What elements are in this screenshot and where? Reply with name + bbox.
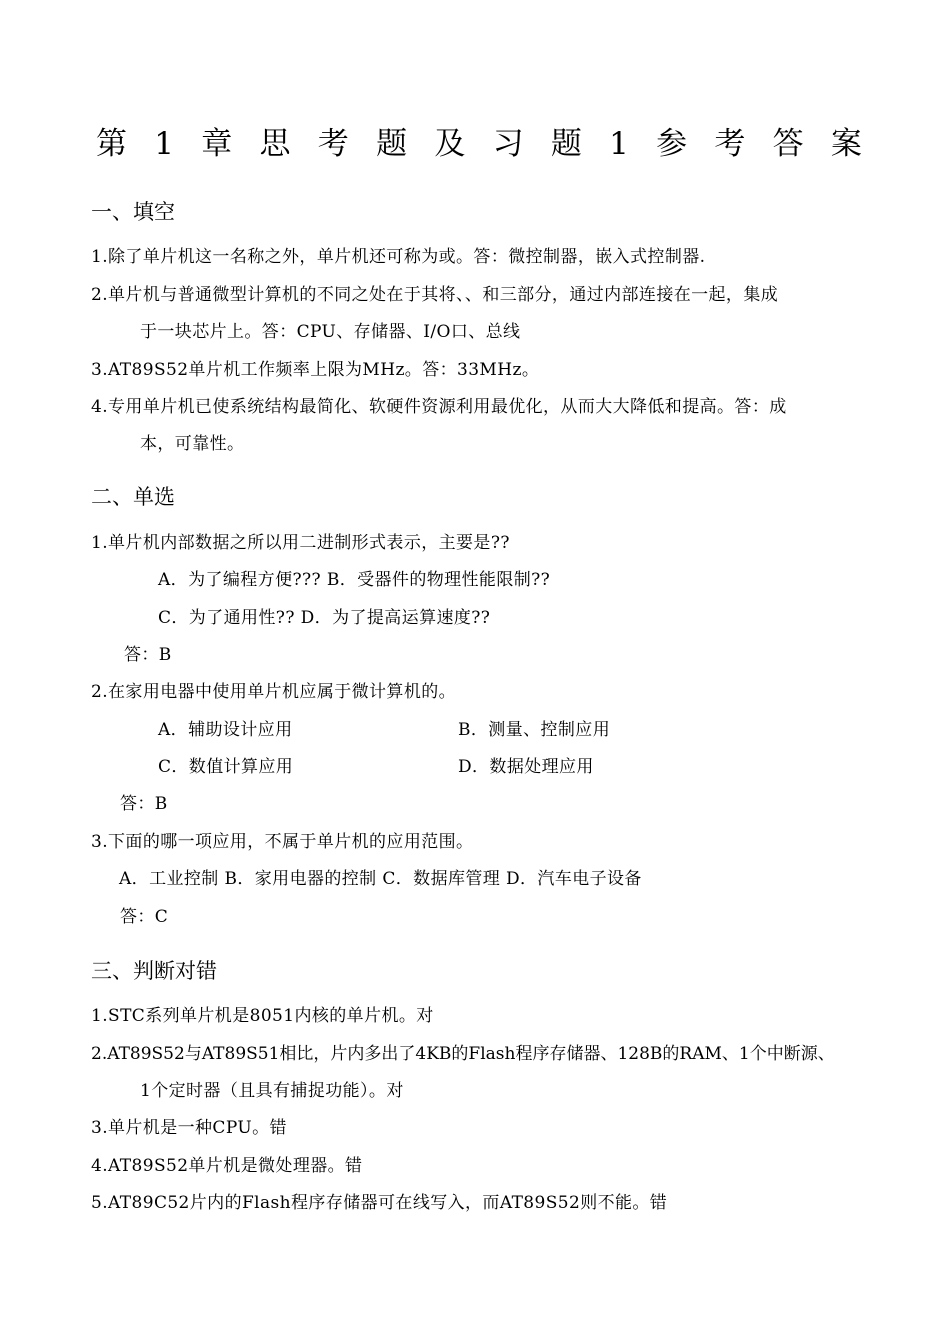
- question-line: 4.AT89S52单片机是微处理器。错: [91, 1156, 363, 1176]
- question-line: 2.单片机与普通微型计算机的不同之处在于其将、、和三部分，通过内部连接在一起，集成: [91, 285, 779, 305]
- question-line: 1.STC系列单片机是8051内核的单片机。对: [91, 1006, 434, 1026]
- title-char: 题: [550, 126, 582, 162]
- option-line: A．工业控制 B．家用电器的控制 C．数据库管理 D．汽车电子设备: [119, 869, 642, 889]
- answer-line: 答：B: [120, 794, 168, 814]
- page-title: [96, 122, 862, 166]
- question-line: 于一块芯片上。答：CPU、存储器、I/O口、总线: [140, 322, 521, 342]
- title-char: 案: [830, 126, 862, 162]
- question-line: 3.AT89S52单片机工作频率上限为MHz。答：33MHz。: [91, 360, 540, 380]
- question-line: 1个定时器（且具有捕捉功能）。对: [140, 1081, 404, 1101]
- option-line: A．为了编程方便??? B．受器件的物理性能限制??: [158, 570, 551, 590]
- question-line: 本，可靠性。: [140, 434, 245, 454]
- title-char: 1: [154, 126, 174, 162]
- section-heading-judge: 三、判断对错: [91, 959, 217, 983]
- question-line: 3.单片机是一种CPU。错: [91, 1118, 287, 1138]
- question-line: 3.下面的哪一项应用，不属于单片机的应用范围。: [91, 832, 474, 852]
- question-line: 1.单片机内部数据之所以用二进制形式表示，主要是??: [91, 533, 510, 553]
- section-heading-single: 二、单选: [91, 485, 175, 509]
- title-char: 考: [714, 126, 746, 162]
- title-char: 参: [656, 126, 688, 162]
- question-line: 5.AT89C52片内的Flash程序存储器可在线写入，而AT89S52则不能。错: [91, 1193, 668, 1213]
- question-line: 1.除了单片机这一名称之外，单片机还可称为或。答：微控制器，嵌入式控制器.: [91, 247, 706, 267]
- title-char: 思: [259, 126, 291, 162]
- question-line: 4.专用单片机已使系统结构最简化、软硬件资源利用最优化，从而大大降低和提高。答：成: [91, 397, 787, 417]
- title-char: 题: [376, 126, 408, 162]
- option-line: B．测量、控制应用: [458, 720, 611, 740]
- answer-line: 答：B: [124, 645, 172, 665]
- title-char: 及: [434, 126, 466, 162]
- option-line: A．辅助设计应用: [158, 720, 293, 740]
- option-line: C．为了通用性?? D．为了提高运算速度??: [158, 608, 491, 628]
- title-char: 章: [201, 126, 233, 162]
- answer-line: 答：C: [120, 907, 169, 927]
- section-heading-fill: 一、填空: [91, 200, 175, 224]
- title-char: 习: [492, 126, 524, 162]
- title-char: 1: [609, 126, 629, 162]
- title-char: 考: [317, 126, 349, 162]
- title-char: 第: [96, 126, 127, 162]
- option-line: D．数据处理应用: [458, 757, 594, 777]
- option-line: C．数值计算应用: [158, 757, 294, 777]
- title-char: 答: [772, 126, 804, 162]
- question-line: 2.AT89S52与AT89S51相比，片内多出了4KB的Flash程序存储器、128B的RAM、1个中断源、: [91, 1044, 835, 1064]
- question-line: 2.在家用电器中使用单片机应属于微计算机的。: [91, 682, 457, 702]
